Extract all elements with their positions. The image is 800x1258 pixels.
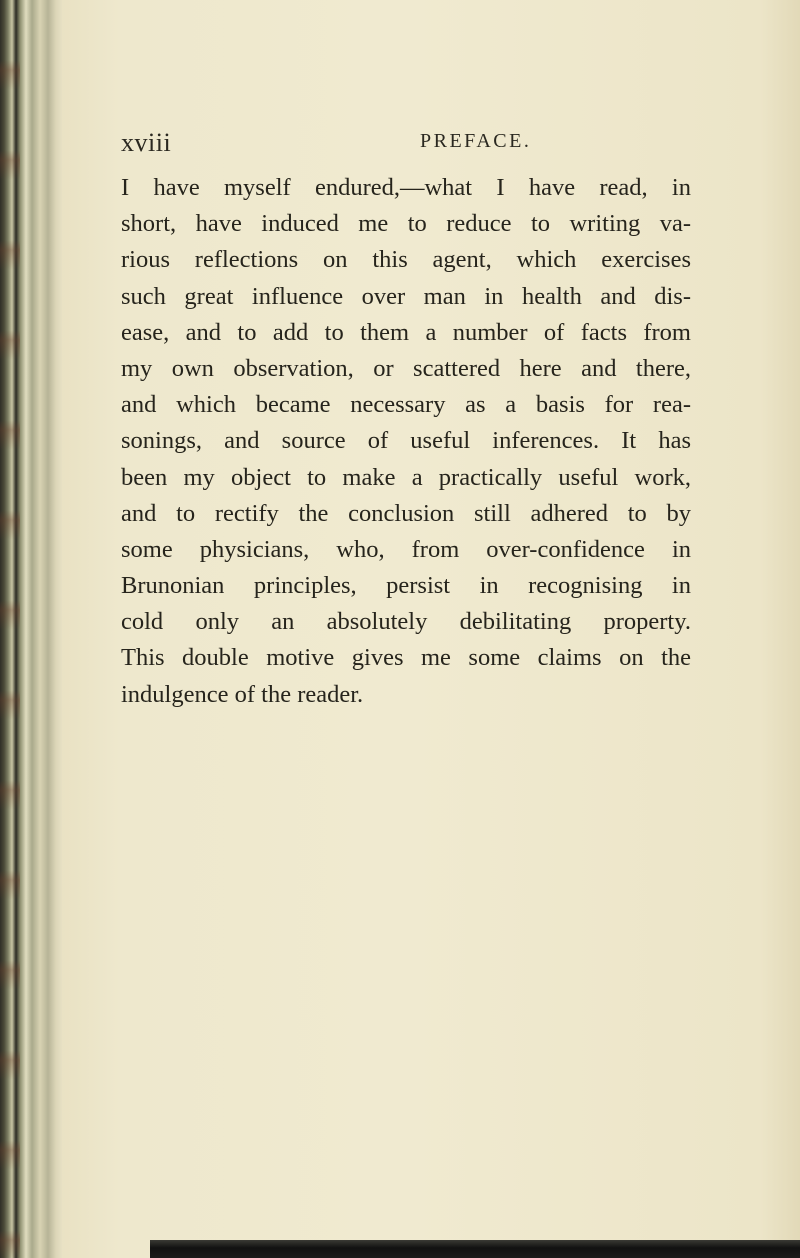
text-line: my own observation, or scattered here and there, [121, 354, 691, 382]
text-line: been my object to make a practically useful work, [121, 463, 691, 491]
text-line: and to rectify the conclusion still adhered to by [121, 499, 691, 527]
text-line: such great influence over man in health and dis- [121, 282, 691, 310]
text-line: sonings, and source of useful inferences. It has [121, 427, 691, 455]
text-line: This double motive gives me some claims on the [121, 644, 691, 672]
text-line: short, have induced me to reduce to writing va- [121, 210, 691, 238]
text-line: some physicians, who, from over-confidence in [121, 535, 691, 563]
binding-shadow [0, 0, 20, 1258]
text-line: rious reflections on this agent, which exercises [121, 246, 691, 274]
text-line: Brunonian principles, persist in recognising in [121, 572, 691, 600]
text-line: cold only an absolutely debilitating property. [121, 608, 691, 636]
page-number: xviii [121, 128, 172, 157]
page-bottom-edge [150, 1240, 800, 1258]
preface-paragraph [121, 170, 691, 713]
page-header [121, 128, 681, 162]
text-line: ease, and to add to them a number of facts from [121, 318, 691, 346]
text-line: and which became necessary as a basis for rea- [121, 391, 691, 419]
text-line: I have myself endured,—what I have read, in [121, 174, 691, 201]
text-line: indulgence of the reader. [121, 680, 364, 708]
running-head: PREFACE. [420, 130, 532, 152]
